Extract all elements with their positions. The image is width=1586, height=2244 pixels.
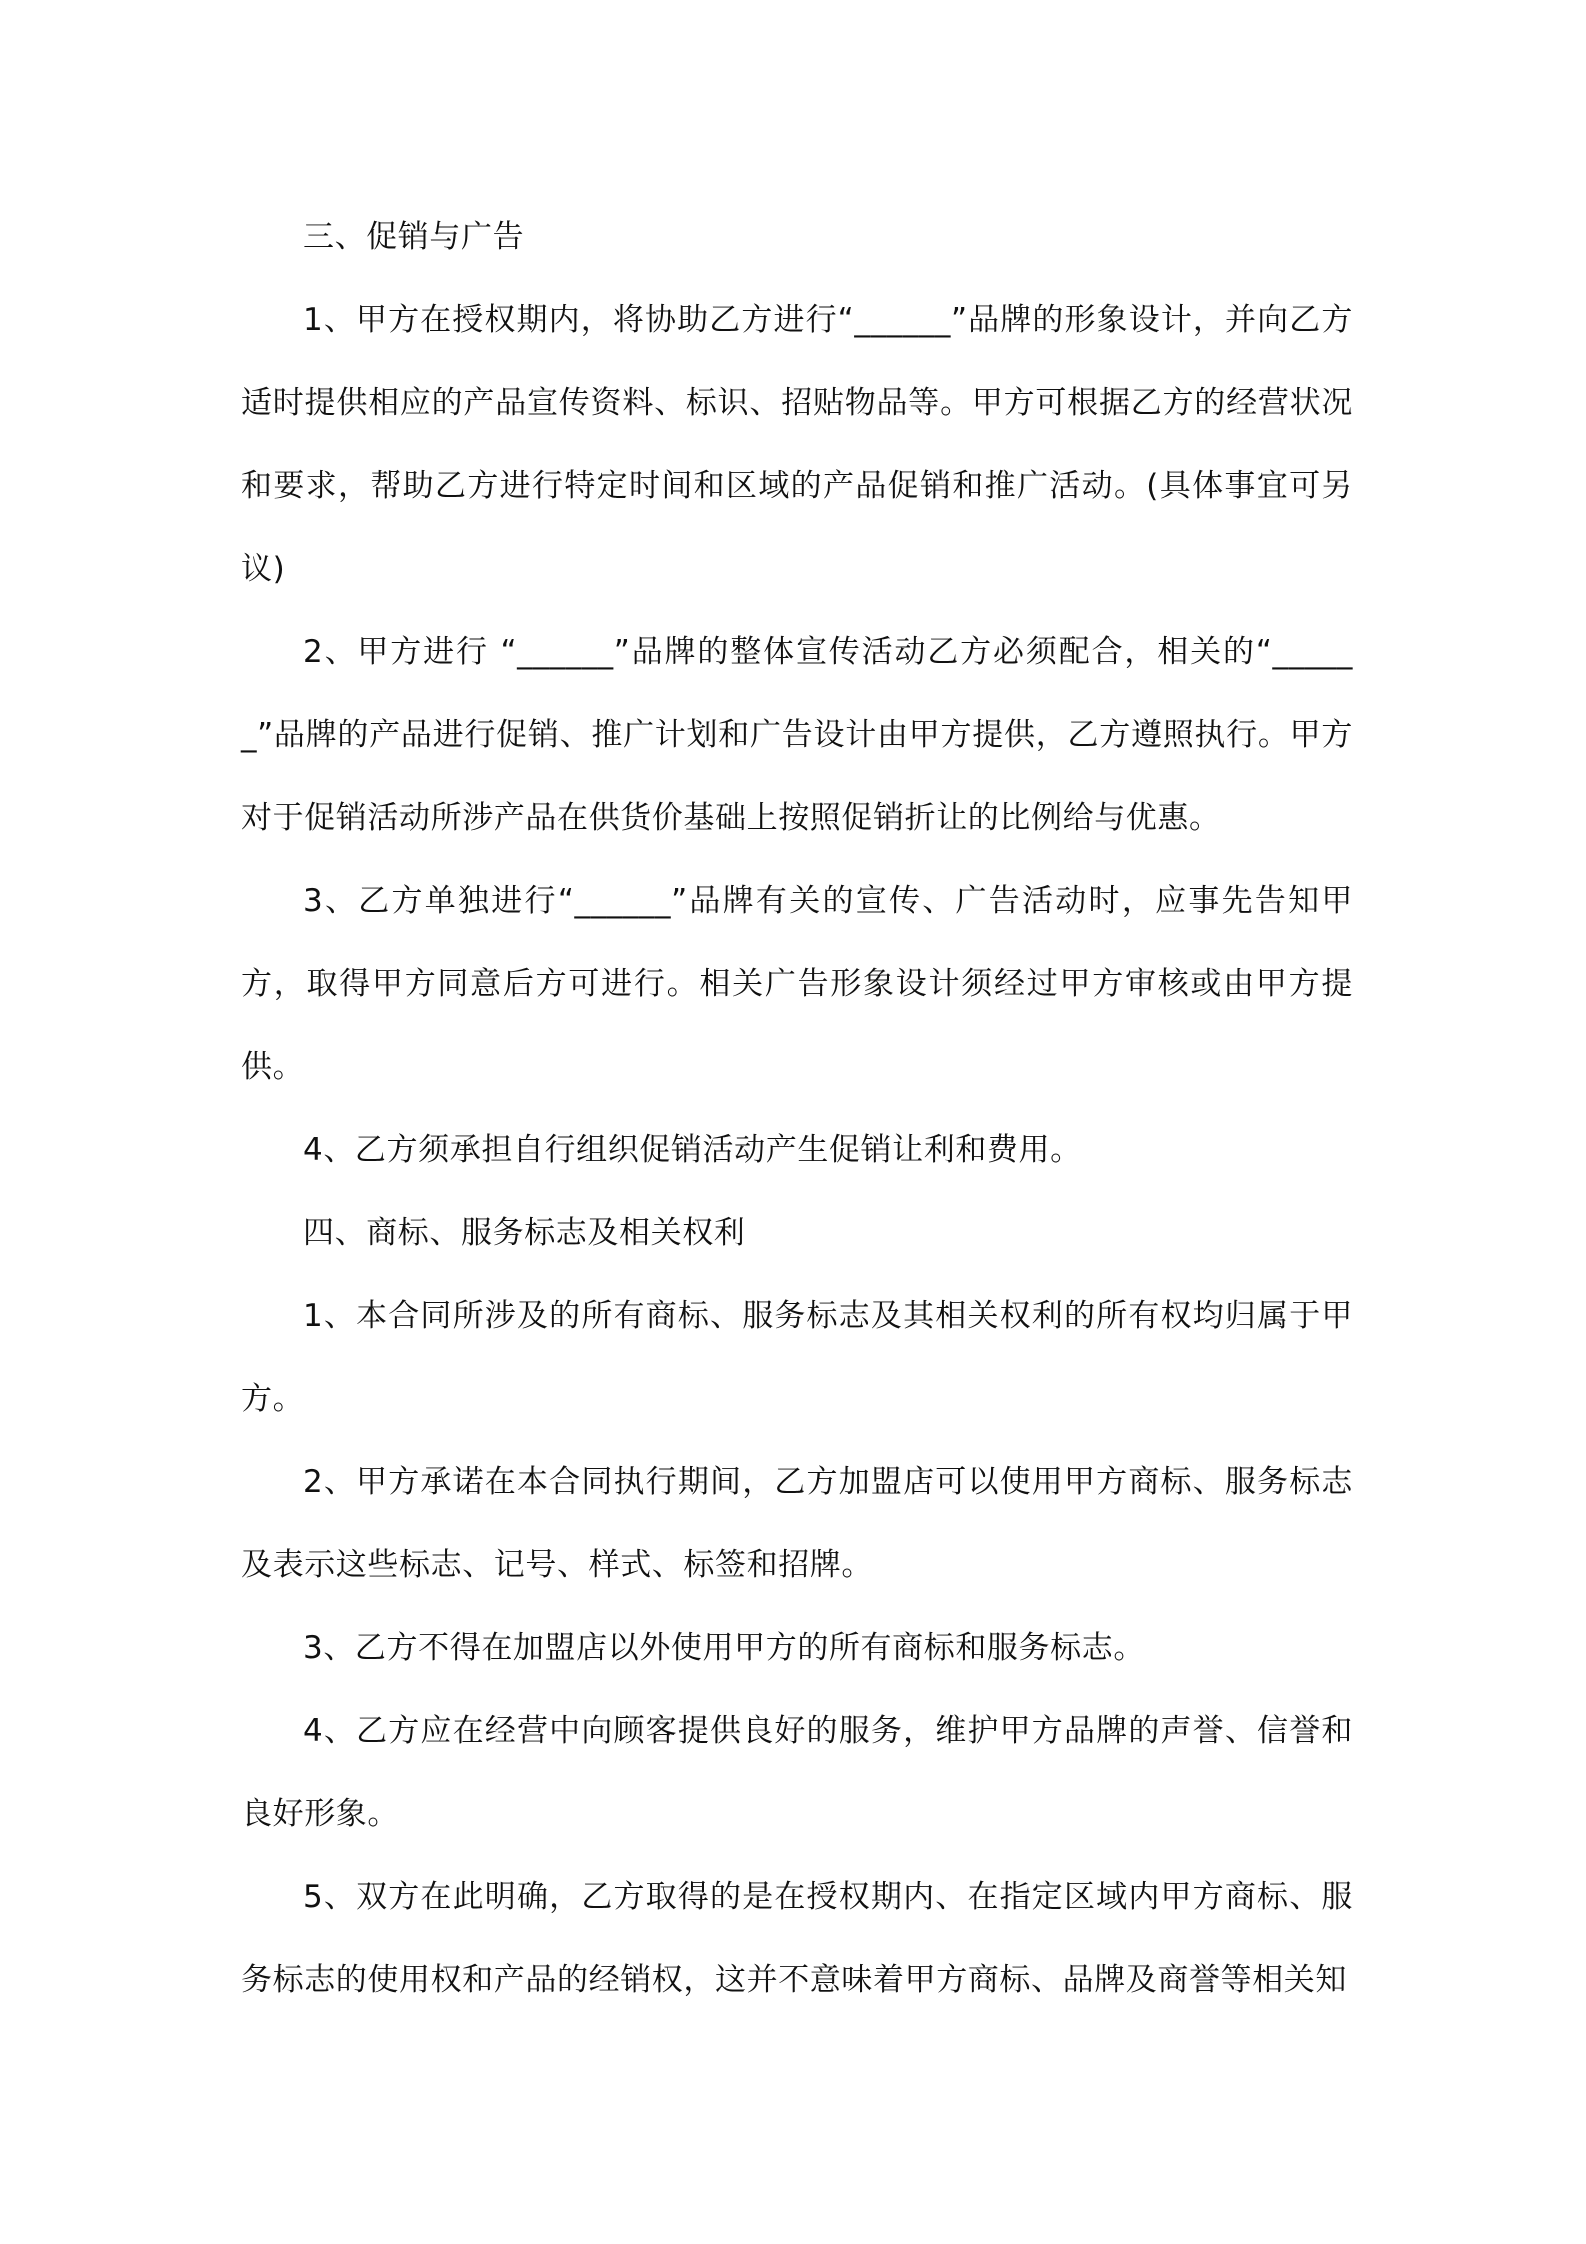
section-heading-promotion: 三、促销与广告 (303, 219, 525, 255)
section-heading-trademark: 四、商标、服务标志及相关权利 (303, 1215, 746, 1251)
clause-paragraph: 4、乙方应在经营中向顾客提供良好的服务，维护甲方品牌的声誉、信誉和良好形象。 (241, 1713, 1353, 1832)
clause-paragraph: 3、乙方单独进行“______”品牌有关的宣传、广告活动时，应事先告知甲方，取得甲方同意后方可进行。相关广告形象设计须经过甲方审核或由甲方提供。 (241, 883, 1353, 1085)
clause-paragraph: 1、本合同所涉及的所有商标、服务标志及其相关权利的所有权均归属于甲方。 (241, 1298, 1353, 1417)
clause-paragraph: 2、甲方进行 “______”品牌的整体宣传活动乙方必须配合，相关的“______”品牌的产品进行促销、推广计划和广告设计由甲方提供，乙方遵照执行。甲方对于促销活动所涉产品在供货价基础上按照促销折让的比例给与优惠。 (241, 634, 1353, 836)
document-body (241, 196, 1353, 2022)
clause-paragraph: 4、乙方须承担自行组织促销活动产生促销让利和费用。 (303, 1132, 1082, 1168)
clause-paragraph: 2、甲方承诺在本合同执行期间，乙方加盟店可以使用甲方商标、服务标志及表示这些标志、记号、样式、标签和招牌。 (241, 1464, 1353, 1583)
clause-paragraph: 3、乙方不得在加盟店以外使用甲方的所有商标和服务标志。 (303, 1630, 1145, 1666)
clause-paragraph: 5、双方在此明确，乙方取得的是在授权期内、在指定区域内甲方商标、服务标志的使用权和产品的经销权，这并不意味着甲方商标、品牌及商誉等相关知 (241, 1879, 1353, 1998)
clause-paragraph: 1、甲方在授权期内，将协助乙方进行“______”品牌的形象设计，并向乙方适时提供相应的产品宣传资料、标识、招贴物品等。甲方可根据乙方的经营状况和要求，帮助乙方进行特定时间和区域的产品促销和推广活动。(具体事宜可另议) (241, 302, 1353, 587)
